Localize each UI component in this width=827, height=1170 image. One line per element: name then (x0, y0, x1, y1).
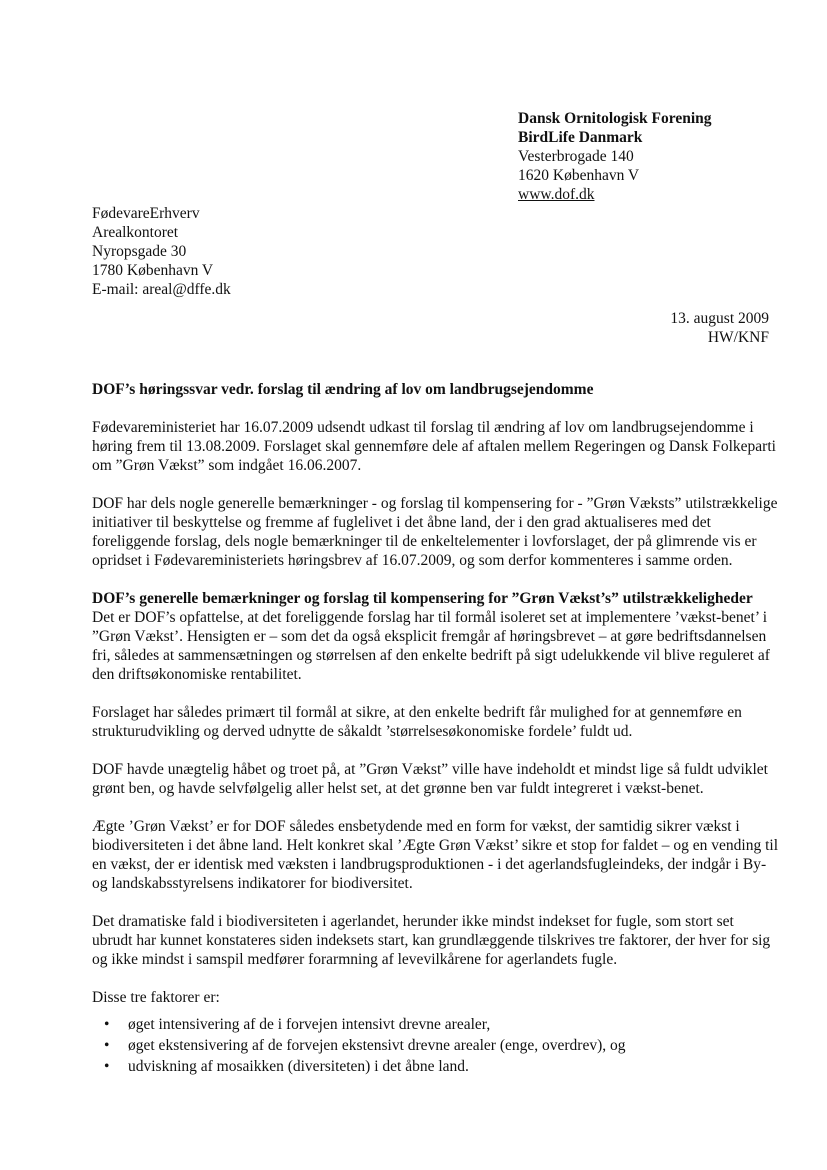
sender-address (518, 109, 808, 204)
sender-website-link[interactable]: www.dof.dk (518, 186, 595, 203)
list-item-text: øget ekstensivering af de forvejen ekstensivt drevne arealer (enge, overdrev), og (128, 1037, 626, 1054)
list-item-text: udviskning af mosaikken (diversiteten) i det åbne land. (128, 1058, 469, 1075)
recipient-address (92, 204, 432, 299)
bullet-icon: • (104, 1016, 110, 1033)
bullet-icon: • (104, 1058, 110, 1075)
date-reference (549, 309, 769, 347)
body-paragraph: DOF havde unægtelig håbet og troet på, at ”Grøn Vækst” ville have indeholdt et mindst lige så fuldt udviklet grønt ben, og havde selvfølgelig aller helst set, at det grønne ben var fuldt integreret i vækst-benet. (92, 761, 768, 797)
sender-street: Vesterbrogade 140 (518, 148, 634, 165)
sender-org-name: Dansk Ornitologisk Forening (518, 110, 712, 127)
section-heading: DOF’s generelle bemærkninger og forslag til kompensering for ”Grøn Vækst’s” utilstrækkeligheder (92, 590, 753, 607)
letter-date: 13. august 2009 (670, 310, 769, 327)
letter-reference: HW/KNF (707, 329, 769, 346)
factor-list (92, 1015, 778, 1076)
recipient-email: E-mail: areal@dffe.dk (92, 281, 231, 298)
section-first-paragraph (92, 589, 778, 684)
overview-paragraph: DOF har dels nogle generelle bemærkninger - og forslag til kompensering for - ”Grøn Væksts” utilstrækkelige initiativer til beskyttelse og fremme af fuglelivet i det åbne land, der i den grad aktualiseres med det foreliggende forslag, dels nogle bemærkninger til de enkeltelementer i lovforslaget, der på glimrende vis er opridset i Fødevareministeriets høringsbrev af 16.07.2009, og som derfor kommenteres i samme orden. (92, 495, 778, 569)
list-item-text: øget intensivering af de i forvejen intensivt drevne arealer, (128, 1016, 491, 1033)
section-intro-text: Det er DOF’s opfattelse, at det foreliggende forslag har til formål isoleret set at implementere ’vækst-benet’ i ”Grøn Vækst’. Hensigten er – som det da også eksplicit fremgår af høringsbrevet – at gøre bedriftsdannelsen fri, således at sammensætningen og størrelsen af den enkelte bedrift på sigt udelukkende vil blive reguleret af den driftsøkonomiske rentabilitet. (92, 609, 770, 683)
list-item (104, 1057, 778, 1076)
recipient-department: Arealkontoret (92, 224, 179, 241)
sender-org-subtitle: BirdLife Danmark (518, 129, 643, 146)
list-item (104, 1036, 778, 1055)
letter-title: DOF’s høringssvar vedr. forslag til ændring af lov om landbrugsejendomme (92, 381, 594, 398)
body-paragraph: Forslaget har således primært til formål at sikre, at den enkelte bedrift får mulighed for at gennemføre en strukturudvikling og derved udnytte de såkaldt ’størrelsesøkonomiske fordele’ fuldt ud. (92, 704, 742, 740)
letter-body (92, 380, 778, 1078)
intro-paragraph: Fødevareministeriet har 16.07.2009 udsendt udkast til forslag til ændring af lov om landbrugsejendomme i høring frem til 13.08.2009. Forslaget skal gennemføre dele af aftalen mellem Regeringen og Dansk Folkeparti om ”Grøn Vækst” som indgået 16.06.2007. (92, 419, 776, 474)
recipient-city: 1780 København V (92, 262, 214, 279)
body-paragraph: Ægte ’Grøn Vækst’ er for DOF således ensbetydende med en form for vækst, der samtidig sikrer vækst i biodiversiteten i det åbne land. Helt konkret skal ’Ægte Grøn Vækst’ sikre et stop for faldet – og en vending til en vækst, der er identisk med væksten i landbrugsproduktionen - i det agerlandsfugleindeks, der indgår i By- og landskabsstyrelsens indikatorer for biodiversitet. (92, 818, 779, 892)
body-paragraph: Det dramatiske fald i biodiversiteten i agerlandet, herunder ikke mindst indekset for fugle, som stort set ubrudt har kunnet konstateres siden indeksets start, kan grundlæggende tilskrives tre faktorer, der hver for sig og ikke mindst i samspil medfører forarmning af levevilkårene for agerlandets fugle. (92, 913, 771, 968)
recipient-street: Nyropsgade 30 (92, 243, 187, 260)
recipient-name: FødevareErhverv (92, 205, 200, 222)
list-intro: Disse tre faktorer er: (92, 989, 220, 1006)
sender-city: 1620 København V (518, 167, 640, 184)
bullet-icon: • (104, 1037, 110, 1054)
list-item (104, 1015, 778, 1034)
